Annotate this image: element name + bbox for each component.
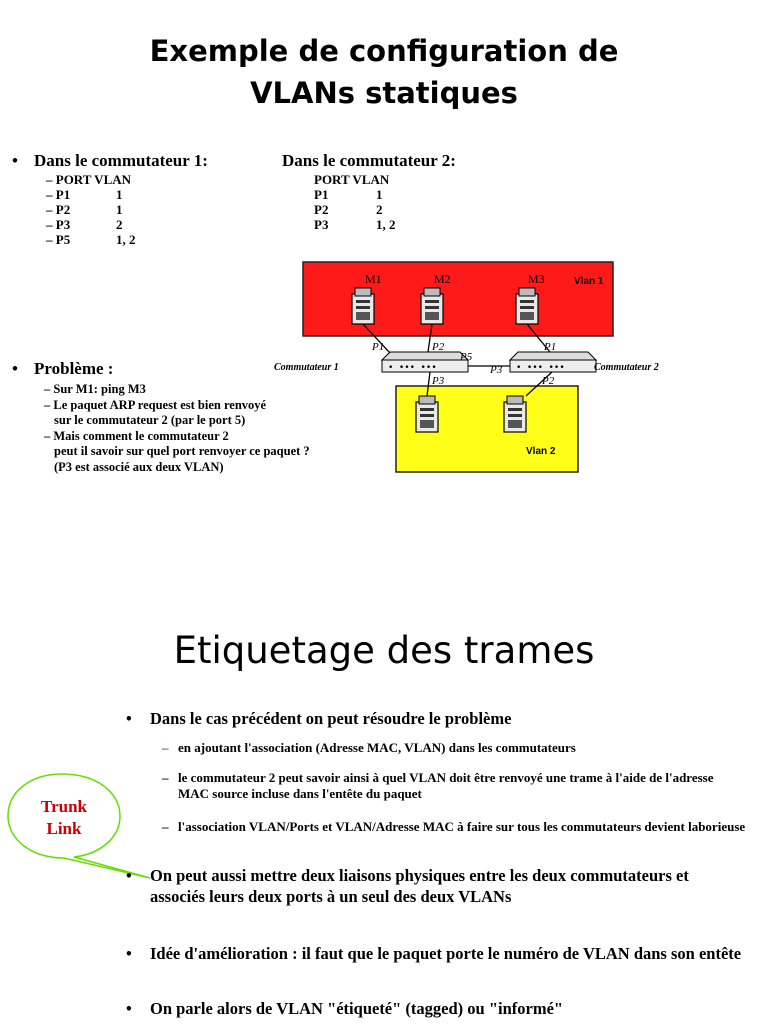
table-row: – P5 1, 2 bbox=[46, 232, 136, 247]
slide1-title bbox=[0, 30, 768, 114]
computer-m3-icon bbox=[516, 288, 538, 324]
port-p2-sw1: P2 bbox=[432, 341, 445, 353]
table-row: – P2 1 bbox=[46, 202, 123, 217]
computer-vlan2-a-icon bbox=[416, 396, 438, 432]
table-row: P3 1, 2 bbox=[314, 217, 396, 232]
svg-text:• ••• •••: • ••• ••• bbox=[516, 363, 565, 373]
switch1-table bbox=[46, 172, 146, 247]
list-item: peut il savoir sur quel port renvoyer ce paquet ? bbox=[54, 444, 310, 458]
switch2-table bbox=[314, 172, 406, 232]
dash-icon: – bbox=[162, 770, 169, 785]
computer-vlan2-b-icon bbox=[504, 396, 526, 432]
switch1-heading: Dans le commutateur 1: bbox=[34, 151, 208, 170]
probleme-heading: Problème : bbox=[34, 359, 114, 378]
computer-m1-icon bbox=[352, 288, 374, 324]
bullet-icon: • bbox=[126, 999, 132, 1018]
table-header-row: PORT VLAN bbox=[314, 172, 390, 187]
list-item: – Le paquet ARP request est bien renvoyé bbox=[44, 397, 267, 412]
bullet-icon: • bbox=[126, 709, 132, 728]
switch2-heading: Dans le commutateur 2: bbox=[282, 151, 456, 170]
bullet-icon: • bbox=[126, 866, 132, 885]
port-p3-sw1: P3 bbox=[432, 375, 445, 387]
table-row: – P3 2 bbox=[46, 217, 123, 232]
table-row: – P1 1 bbox=[46, 187, 123, 202]
m2-label: M2 bbox=[434, 272, 451, 286]
table-row: P2 2 bbox=[314, 202, 383, 217]
probleme-list bbox=[34, 382, 310, 475]
dash-icon: – bbox=[162, 740, 169, 755]
vlan1-label: Vlan 1 bbox=[574, 276, 604, 287]
bullet-item: • On peut aussi mettre deux liaisons physiques entre les deux commutateurs et associés leurs deux ports à un seul des deux VLANs bbox=[126, 866, 689, 906]
probleme-section bbox=[12, 358, 310, 475]
vlan1-zone bbox=[303, 262, 613, 336]
sub-bullet-item: – en ajoutant l'association (Adresse MAC, VLAN) dans les commutateurs bbox=[162, 740, 576, 755]
switch1-icon bbox=[382, 352, 468, 373]
sw1-label: Commutateur 1 bbox=[274, 362, 339, 373]
bullet-item: • Dans le cas précédent on peut résoudre le problème bbox=[126, 709, 512, 728]
list-item: – Sur M1: ping M3 bbox=[44, 382, 146, 396]
computer-m2-icon bbox=[421, 288, 443, 324]
bullet-item: • Idée d'amélioration : il faut que le paquet porte le numéro de VLAN dans son entête bbox=[126, 944, 742, 963]
switch1-config bbox=[12, 150, 208, 247]
switch2-config bbox=[282, 150, 456, 232]
bubble-line2: Link bbox=[46, 819, 82, 838]
bubble-line1: Trunk bbox=[41, 797, 87, 816]
sub-bullet-item: – l'association VLAN/Ports et VLAN/Adresse MAC à faire sur tous les commutateurs devient laborieuse bbox=[162, 819, 746, 834]
port-p1-sw1: P1 bbox=[372, 341, 385, 353]
sw2-label: Commutateur 2 bbox=[594, 362, 659, 373]
vlan2-label: Vlan 2 bbox=[526, 446, 556, 457]
dash-icon: – bbox=[162, 819, 169, 834]
port-p3-sw2: P3 bbox=[490, 364, 503, 376]
port-p5: P5 bbox=[460, 351, 473, 363]
table-row: P1 1 bbox=[314, 187, 383, 202]
list-item: – Mais comment le commutateur 2 bbox=[44, 428, 229, 443]
list-item: sur le commutateur 2 (par le port 5) bbox=[54, 413, 246, 427]
bullet-icon: • bbox=[126, 944, 132, 963]
m1-label: M1 bbox=[365, 272, 382, 286]
switch2-icon bbox=[510, 352, 596, 373]
port-p1-sw2: P1 bbox=[544, 341, 557, 353]
bullet-icon: • bbox=[12, 151, 18, 170]
port-p2-sw2: P2 bbox=[542, 375, 555, 387]
sub-bullet-item: – le commutateur 2 peut savoir ainsi à quel VLAN doit être renvoyé une trame à l'aide de l'adresse MAC source incluse dans l'entête du paquet bbox=[162, 770, 714, 801]
bullet-item: • On parle alors de VLAN "étiqueté" (tagged) ou "informé" bbox=[126, 999, 564, 1018]
m3-label: M3 bbox=[528, 272, 545, 286]
slide1-title-line2: VLANs statiques bbox=[250, 76, 518, 110]
svg-text:• ••• •••: • ••• ••• bbox=[388, 363, 437, 373]
bullet-icon: • bbox=[12, 359, 18, 378]
list-item: (P3 est associé aux deux VLAN) bbox=[54, 459, 224, 474]
network-diagram bbox=[270, 258, 659, 498]
slide1-title-line1: Exemple de configuration de bbox=[149, 34, 619, 68]
slide2-title: Etiquetage des trames bbox=[173, 629, 595, 672]
table-header-row: – PORT VLAN bbox=[46, 172, 132, 187]
